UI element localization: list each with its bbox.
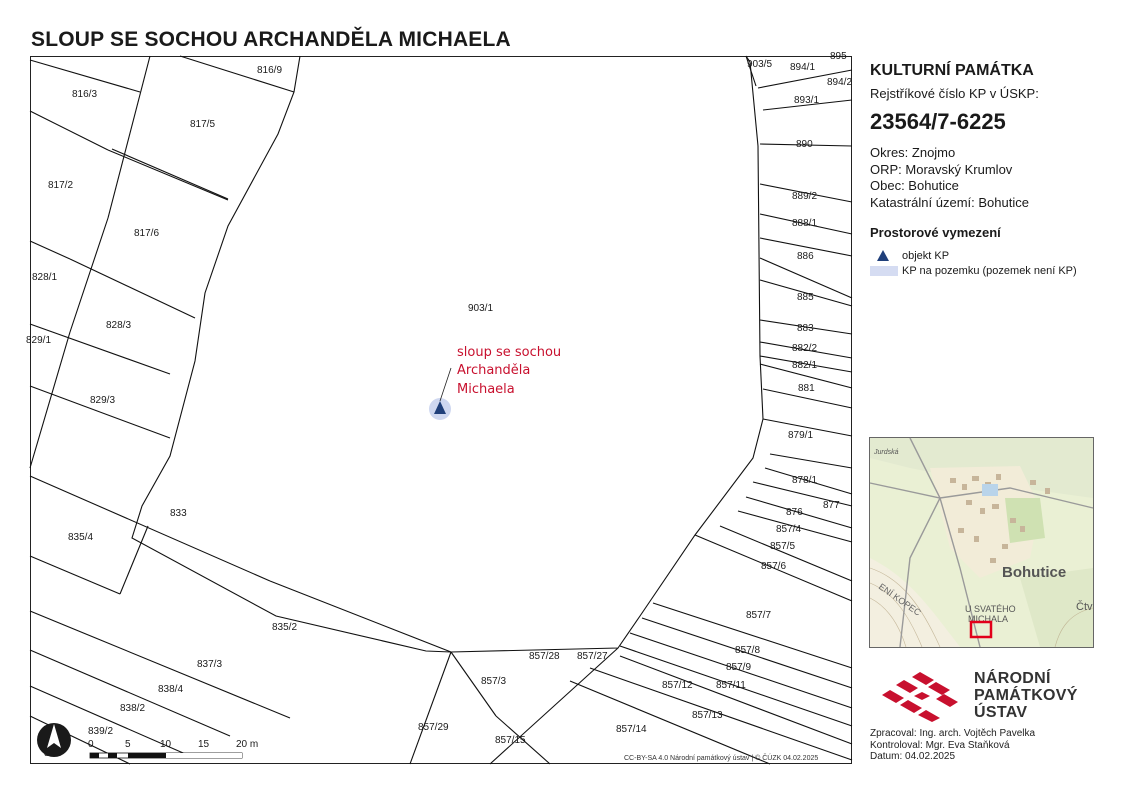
parcel-label: 857/27 <box>577 651 608 662</box>
parcel-label: 838/2 <box>120 703 146 714</box>
location-info <box>870 145 1110 211</box>
scale-tick: 15 <box>198 739 210 750</box>
scale-tick: 0 <box>88 739 94 750</box>
map-credit: CC-BY-SA 4.0 Národní památkový ústav | © ČÚZK 04.02.2025 <box>624 755 819 762</box>
parcel-label: 883 <box>797 323 814 334</box>
logo-line: PAMÁTKOVÝ <box>974 687 1078 704</box>
inset-label: ENÍ KOPEC <box>876 581 923 618</box>
parcel-label: 890 <box>796 139 813 150</box>
npu-logo-icon <box>886 670 966 722</box>
prepared-by: Zpracoval: Ing. arch. Vojtěch Pavelka <box>870 728 1036 739</box>
parcel-label: 857/6 <box>761 561 787 572</box>
parcel-label: 857/5 <box>770 541 796 552</box>
parcel-label: 903/5 <box>747 59 773 70</box>
inset-town-label: Bohutice <box>1002 564 1067 581</box>
parcel-label: 881 <box>798 383 815 394</box>
parcel-label: 857/15 <box>495 735 526 746</box>
checked-by: Kontroloval: Mgr. Eva Staňková <box>870 739 1010 751</box>
obec-text: Obec: Bohutice <box>870 178 959 193</box>
parcel-label: 837/3 <box>197 659 223 670</box>
parcel-label: 833 <box>170 508 187 519</box>
parcel-label: 889/2 <box>792 191 818 202</box>
parcel-label: 894/1 <box>790 62 816 73</box>
legend <box>870 248 1110 278</box>
panel-heading: KULTURNÍ PAMÁTKA <box>870 62 1034 79</box>
date: Datum: 04.02.2025 <box>870 751 956 762</box>
parcel-label: 894/2 <box>827 77 853 88</box>
parcel-label: 857/29 <box>418 722 449 733</box>
scale-tick: 20 m <box>236 739 259 750</box>
annotation-line: sloup se sochou <box>457 345 562 360</box>
parcel-label: 857/9 <box>726 662 752 673</box>
parcel-label: 857/7 <box>746 610 772 621</box>
spatial-heading: Prostorové vymezení <box>870 225 1001 240</box>
north-arrow-icon <box>37 723 71 757</box>
parcel-label: 888/1 <box>792 218 818 229</box>
parcel-label: 857/4 <box>776 524 802 535</box>
parcel-label: 857/14 <box>616 724 647 735</box>
parcel-label: 878/1 <box>792 475 818 486</box>
parcel-label: 857/8 <box>735 645 761 656</box>
inset-label: Jurdská <box>874 449 899 456</box>
parcel-label: 879/1 <box>788 430 814 441</box>
parcel-label: 895 <box>830 51 847 62</box>
info-panel <box>870 58 1110 278</box>
parcel-label: 857/13 <box>692 710 723 721</box>
parcel-label: 886 <box>797 251 814 262</box>
parcel-label: 816/3 <box>72 89 98 100</box>
parcel-label: 857/11 <box>716 680 746 691</box>
orp-text: ORP: Moravský Krumlov <box>870 161 1013 177</box>
parcel-label: 857/28 <box>529 651 560 662</box>
cadastral-map[interactable] <box>26 51 853 764</box>
parcel-label: 835/4 <box>68 532 94 543</box>
npu-logo <box>886 670 1096 722</box>
inset-label: U SVATÉHO <box>965 604 1016 614</box>
map-title: SLOUP SE SOCHOU ARCHANDĚLA MICHAELA <box>31 28 511 51</box>
reg-number-label: Rejstříkové číslo KP v ÚSKP: <box>870 86 1039 101</box>
legend-item <box>870 248 1110 263</box>
parcel-label: 835/2 <box>272 622 298 633</box>
parcel-label: 828/1 <box>32 272 58 283</box>
parcel-label: 857/3 <box>481 676 507 687</box>
okres-text: Okres: Znojmo <box>870 145 956 160</box>
parcel-label: 839/2 <box>88 726 114 737</box>
parcel-label: 876 <box>786 507 803 518</box>
parcel-label: 829/1 <box>26 335 52 346</box>
reg-number: 23564/7-6225 <box>870 109 1006 134</box>
parcel-label: 857/12 <box>662 680 693 691</box>
area-swatch <box>870 266 898 276</box>
annotation-line: Archanděla <box>457 363 531 378</box>
parcel-label: 885 <box>797 292 814 303</box>
overview-map[interactable] <box>869 437 1094 648</box>
parcel-label: 903/1 <box>468 303 494 314</box>
parcel-label: 838/4 <box>158 684 184 695</box>
parcel-label: 877 <box>823 500 840 511</box>
inset-label: Čtv <box>1076 601 1093 613</box>
legend-label: objekt KP <box>902 249 950 262</box>
parcel-label: 828/3 <box>106 320 132 331</box>
parcel-label: 893/1 <box>794 95 820 106</box>
scale-tick: 10 <box>160 739 172 750</box>
triangle-icon <box>870 250 896 262</box>
parcel-label: 882/2 <box>792 343 818 354</box>
footer-info <box>870 728 1035 763</box>
parcel-label: 817/2 <box>48 180 74 191</box>
legend-label: KP na pozemku (pozemek není KP) <box>902 264 1077 277</box>
ku-text: Katastrální území: Bohutice <box>870 194 1029 210</box>
logo-line: NÁRODNÍ <box>974 670 1051 687</box>
logo-line: ÚSTAV <box>974 704 1028 721</box>
inset-label: MICHALA <box>968 614 1009 624</box>
npu-logo-text <box>974 670 1078 721</box>
annotation-line: Michaela <box>457 382 515 397</box>
parcel-label: 817/5 <box>190 119 216 130</box>
parcel-label: 816/9 <box>257 65 283 76</box>
parcel-label: 817/6 <box>134 228 160 239</box>
parcel-label: 829/3 <box>90 395 116 406</box>
parcel-label: 882/1 <box>792 360 818 371</box>
legend-item <box>870 263 1110 278</box>
scale-tick: 5 <box>125 739 131 750</box>
